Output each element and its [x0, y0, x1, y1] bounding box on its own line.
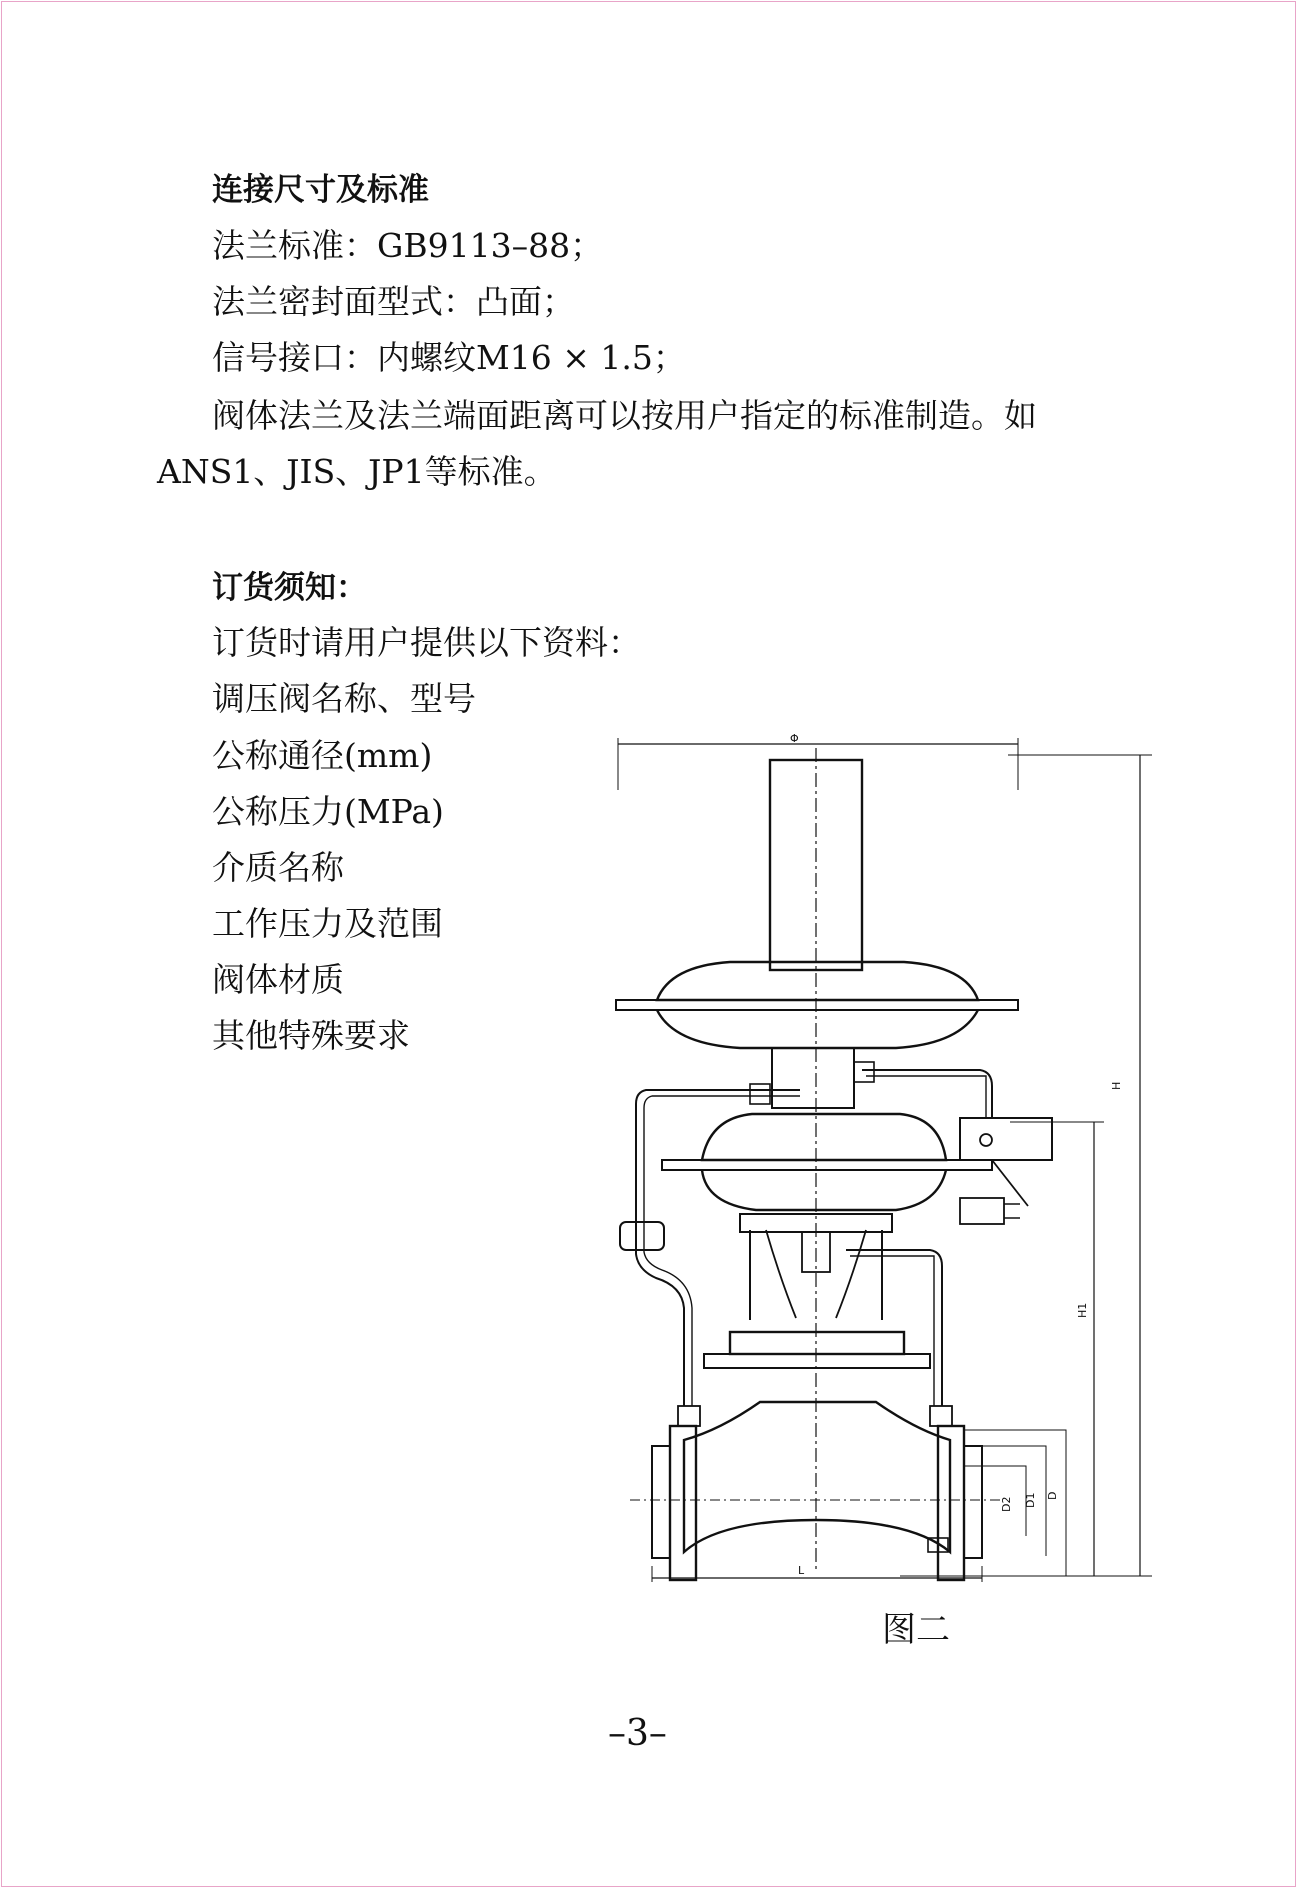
- note-line-2: ANS1、JIS、JP1等标准。: [157, 452, 557, 491]
- list-item: 公称通径(mm): [212, 736, 433, 775]
- upper-diaphragm-top: [657, 962, 978, 1000]
- upper-diaphragm-flange: [616, 1000, 1018, 1010]
- h1-label: H1: [1076, 1302, 1089, 1318]
- valve-drawing: [600, 730, 1160, 1590]
- list-item: 其他特殊要求: [212, 1016, 410, 1055]
- list-item: 公称压力(MPa): [212, 792, 444, 831]
- list-item: 介质名称: [212, 848, 344, 887]
- l-label: L: [798, 1564, 805, 1577]
- d2-dimension-line: [964, 1466, 1026, 1536]
- valve-body: [684, 1402, 950, 1552]
- lower-diaphragm-bottom: [702, 1170, 946, 1210]
- list-item: 工作压力及范围: [212, 904, 443, 943]
- d-dimension-line: [964, 1430, 1066, 1576]
- ordering-intro: 订货时请用户提供以下资料：: [212, 623, 641, 662]
- tube-left: [636, 1090, 800, 1406]
- tube-upper-right: [862, 1070, 992, 1118]
- note-line-1: 阀体法兰及法兰端面距离可以按用户指定的标准制造。如: [212, 396, 1037, 435]
- lower-diaphragm-top: [702, 1114, 946, 1160]
- d-label: D: [1046, 1491, 1059, 1500]
- phi-label: Φ: [790, 732, 799, 745]
- page-number: –3–: [608, 1713, 667, 1754]
- list-item: 阀体材质: [212, 960, 344, 999]
- neck: [772, 1048, 854, 1108]
- upper-diaphragm-bottom: [657, 1010, 978, 1048]
- ordering-heading: 订货须知：: [212, 570, 367, 606]
- d2-label: D2: [1000, 1496, 1013, 1512]
- signal-port: 信号接口：内螺纹M16 × 1.5；: [212, 338, 686, 377]
- sealing-face: 法兰密封面型式：凸面；: [212, 282, 575, 321]
- connection-heading: 连接尺寸及标准: [212, 172, 429, 208]
- tube-right: [846, 1250, 942, 1406]
- flange-standard: 法兰标准：GB9113–88；: [212, 226, 604, 265]
- figure-caption: 图二: [882, 1610, 950, 1650]
- list-item: 调压阀名称、型号: [212, 679, 476, 718]
- pilot-box: [960, 1118, 1052, 1160]
- lower-diaphragm-flange: [662, 1160, 992, 1170]
- h-label: H: [1110, 1081, 1123, 1090]
- d1-label: D1: [1024, 1492, 1037, 1508]
- bonnet-flange: [730, 1332, 904, 1354]
